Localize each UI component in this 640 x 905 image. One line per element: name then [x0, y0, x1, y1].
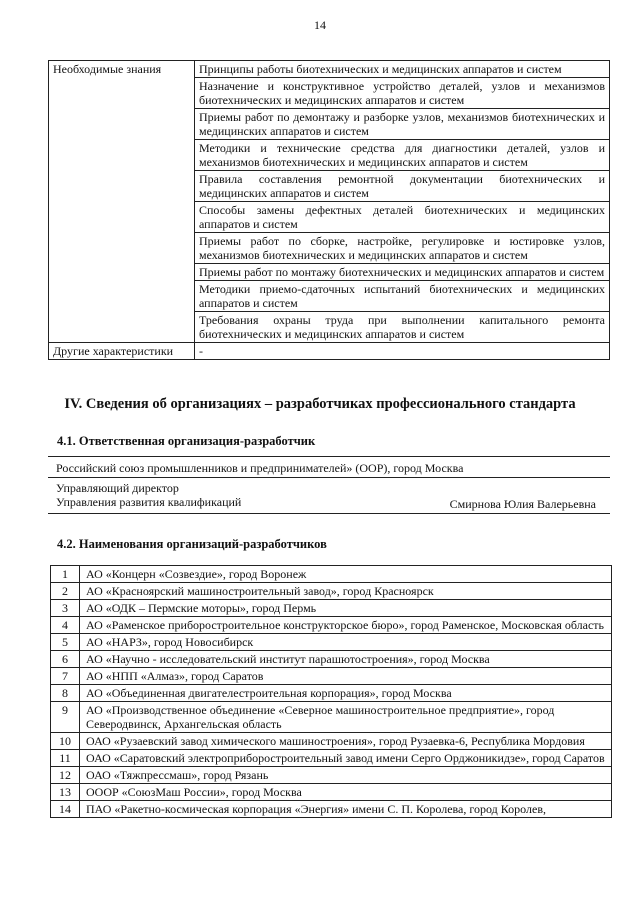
table-row — [51, 600, 612, 617]
responsible-org-row — [48, 457, 610, 478]
table-row — [51, 784, 612, 801]
knowledge-item: Принципы работы биотехнических и медицинских аппаратов и систем — [195, 61, 610, 78]
org-number: 4 — [51, 617, 80, 634]
section-title: IV. Сведения об организациях – разработчиках профессионального стандарта — [64, 396, 576, 412]
org-name: ОАО «Тяжпрессмаш», город Рязань — [80, 767, 612, 784]
knowledge-row — [49, 61, 610, 78]
developers-table — [50, 565, 612, 818]
org-name: АО «НПП «Алмаз», город Саратов — [80, 668, 612, 685]
org-number: 5 — [51, 634, 80, 651]
knowledge-item: Методики и технические средства для диагностики деталей, узлов и механизмов биотехнических и медицинских аппаратов и систем — [195, 140, 610, 171]
developers-title: 4.2. Наименования организаций-разработчиков — [57, 537, 327, 551]
org-number: 11 — [51, 750, 80, 767]
org-name: ОАО «Саратовский электроприборостроительный завод имени Серго Орджоникидзе», город Саратов — [80, 750, 612, 767]
knowledge-item: Приемы работ по сборке, настройке, регулировке и юстировке узлов, механизмов биотехнических и медицинских аппаратов и систем — [195, 233, 610, 264]
table-row — [51, 767, 612, 784]
knowledge-item: Способы замены дефектных деталей биотехнических и медицинских аппаратов и систем — [195, 202, 610, 233]
knowledge-item: Приемы работ по демонтажу и разборке узлов, механизмов биотехнических и медицинских аппаратов и систем — [195, 109, 610, 140]
table-row — [51, 702, 612, 733]
page-number: 14 — [314, 18, 326, 32]
org-name: ПАО «Ракетно-космическая корпорация «Энергия» имени С. П. Королева, город Королев, — [80, 801, 612, 818]
org-name: АО «Красноярский машиностроительный завод», город Красноярск — [80, 583, 612, 600]
org-number: 7 — [51, 668, 80, 685]
table-row — [51, 583, 612, 600]
org-number: 2 — [51, 583, 80, 600]
table-row — [51, 634, 612, 651]
knowledge-item: Требования охраны труда при выполнении капитального ремонта биотехнических и медицинских аппаратов и систем — [195, 312, 610, 343]
knowledge-label: Необходимые знания — [49, 61, 195, 343]
responsible-person-cell — [48, 478, 610, 514]
org-name: ОООР «СоюзМаш России», город Москва — [80, 784, 612, 801]
org-name: АО «НАРЗ», город Новосибирск — [80, 634, 612, 651]
org-name: АО «ОДК – Пермские моторы», город Пермь — [80, 600, 612, 617]
responsible-org-title: 4.1. Ответственная организация-разработчик — [57, 434, 316, 448]
org-number: 10 — [51, 733, 80, 750]
other-characteristics-value: - — [195, 343, 610, 360]
table-row — [51, 685, 612, 702]
position-line-2: Управления развития квалификаций — [56, 495, 242, 509]
knowledge-item: Назначение и конструктивное устройство деталей, узлов и механизмов биотехнических и медицинских аппаратов и систем — [195, 78, 610, 109]
responsible-person-name: Смирнова Юлия Валерьевна — [449, 497, 596, 511]
knowledge-item: Правила составления ремонтной документации биотехнических и медицинских аппаратов и систем — [195, 171, 610, 202]
org-number: 12 — [51, 767, 80, 784]
responsible-org-table — [48, 456, 610, 514]
org-name: АО «Объединенная двигателестроительная корпорация», город Москва — [80, 685, 612, 702]
table-row — [51, 651, 612, 668]
table-row — [51, 733, 612, 750]
org-number: 6 — [51, 651, 80, 668]
knowledge-item: Методики приемо-сдаточных испытаний биотехнических и медицинских аппаратов и систем — [195, 281, 610, 312]
org-number: 14 — [51, 801, 80, 818]
table-row — [51, 566, 612, 583]
org-name: АО «Концерн «Созвездие», город Воронеж — [80, 566, 612, 583]
org-number: 1 — [51, 566, 80, 583]
org-number: 9 — [51, 702, 80, 733]
knowledge-item: Приемы работ по монтажу биотехнических и медицинских аппаратов и систем — [195, 264, 610, 281]
table-row — [51, 801, 612, 818]
table-row — [51, 668, 612, 685]
org-number: 8 — [51, 685, 80, 702]
org-number: 3 — [51, 600, 80, 617]
org-name: АО «Научно - исследовательский институт парашютостроения», город Москва — [80, 651, 612, 668]
other-characteristics-row — [49, 343, 610, 360]
table-row — [51, 750, 612, 767]
org-name: АО «Раменское приборостроительное конструкторское бюро», город Раменское, Московская область — [80, 617, 612, 634]
org-number: 13 — [51, 784, 80, 801]
other-characteristics-label: Другие характеристики — [49, 343, 195, 360]
table-row — [51, 617, 612, 634]
org-name: АО «Производственное объединение «Северное машиностроительное предприятие», город Северодвинск, Архангельская область — [80, 702, 612, 733]
knowledge-table — [48, 60, 610, 360]
responsible-org-name: Российский союз промышленников и предпринимателей» (ООР), город Москва — [48, 457, 610, 478]
position-line-1: Управляющий директор — [56, 481, 179, 495]
org-name: ОАО «Рузаевский завод химического машиностроения», город Рузаевка-6, Республика Мордовия — [80, 733, 612, 750]
responsible-person-row — [48, 478, 610, 514]
